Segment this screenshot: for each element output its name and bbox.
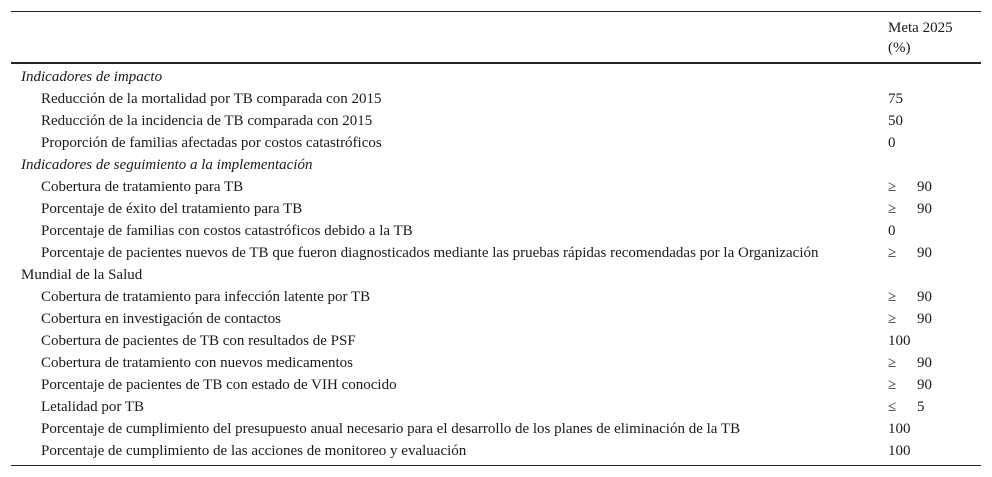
goal-value-cell [888, 220, 896, 242]
section-heading [11, 66, 981, 88]
goal-value: 75 [888, 91, 903, 107]
goal-value: 90 [917, 245, 932, 261]
comparison-operator: ≥ [888, 311, 897, 327]
goal-value-cell [888, 88, 903, 110]
section-heading [11, 154, 981, 176]
table-row [11, 286, 981, 308]
table-row [11, 308, 981, 330]
comparison-operator: ≤ [888, 399, 897, 415]
table-row [11, 418, 981, 440]
indicator-label: Porcentaje de cumplimiento del presupuesto anual necesario para el desarrollo de los planes de eliminación de la TB [41, 421, 741, 437]
table-row [11, 374, 981, 396]
section-title: Indicadores de seguimiento a la implementación [21, 157, 313, 173]
goal-value-cell [888, 110, 903, 132]
table-row [11, 220, 981, 242]
goal-value-cell [888, 418, 911, 440]
table-body [11, 64, 981, 466]
section-title: Indicadores de impacto [21, 69, 163, 85]
goal-value-cell [888, 308, 932, 330]
goal-value: 50 [888, 113, 903, 129]
goal-value: 90 [917, 201, 932, 217]
indicator-label: Cobertura en investigación de contactos [41, 311, 281, 327]
comparison-operator: ≥ [888, 355, 897, 371]
goal-value-cell [888, 374, 932, 396]
goal-value: 90 [917, 377, 932, 393]
goal-value: 5 [917, 399, 925, 415]
comparison-operator: ≥ [888, 289, 897, 305]
goal-value-cell [888, 198, 932, 220]
table-row [11, 88, 981, 110]
goal-value: 90 [917, 289, 932, 305]
goal-value-cell [888, 330, 911, 352]
goal-value: 90 [917, 311, 932, 327]
goal-value-cell [888, 440, 911, 462]
table-header [11, 12, 981, 64]
goal-value: 90 [917, 179, 932, 195]
table-row [11, 242, 981, 286]
header-goal-column [888, 18, 953, 58]
table-row [11, 352, 981, 374]
indicator-label: Cobertura de pacientes de TB con resultados de PSF [41, 333, 356, 349]
comparison-operator: ≥ [888, 245, 897, 261]
goal-value: 100 [888, 421, 911, 437]
goal-value: 0 [888, 135, 896, 151]
table-row [11, 132, 981, 154]
indicator-label: Porcentaje de pacientes nuevos de TB que fueron diagnosticados mediante las pruebas rápidas recomendadas por la Organización Mundial de la Salud [21, 245, 819, 283]
indicator-label: Cobertura de tratamiento con nuevos medicamentos [41, 355, 353, 371]
indicator-label: Porcentaje de pacientes de TB con estado de VIH conocido [41, 377, 397, 393]
comparison-operator: ≥ [888, 201, 897, 217]
goal-value-cell [888, 242, 932, 264]
table-row [11, 176, 981, 198]
indicator-label: Porcentaje de familias con costos catastróficos debido a la TB [41, 223, 413, 239]
table-row [11, 396, 981, 418]
goal-value-cell [888, 352, 932, 374]
table-row [11, 110, 981, 132]
goal-value-cell [888, 132, 896, 154]
comparison-operator: ≥ [888, 179, 897, 195]
header-goal-unit: (%) [888, 40, 911, 56]
indicator-label: Reducción de la incidencia de TB comparada con 2015 [41, 113, 373, 129]
comparison-operator: ≥ [888, 377, 897, 393]
goal-value: 100 [888, 333, 911, 349]
indicator-label: Cobertura de tratamiento para infección latente por TB [41, 289, 371, 305]
indicator-label: Proporción de familias afectadas por costos catastróficos [41, 135, 382, 151]
goal-value: 0 [888, 223, 896, 239]
table-row [11, 330, 981, 352]
table-row [11, 440, 981, 462]
indicator-label: Porcentaje de cumplimiento de las acciones de monitoreo y evaluación [41, 443, 467, 459]
indicator-label: Reducción de la mortalidad por TB comparada con 2015 [41, 91, 382, 107]
goal-value-cell [888, 176, 932, 198]
goal-value-cell [888, 396, 925, 418]
indicator-label: Letalidad por TB [41, 399, 145, 415]
table-row [11, 198, 981, 220]
indicator-label: Porcentaje de éxito del tratamiento para TB [41, 201, 303, 217]
goal-value: 90 [917, 355, 932, 371]
indicators-table [11, 11, 981, 466]
goal-value: 100 [888, 443, 911, 459]
indicator-label: Cobertura de tratamiento para TB [41, 179, 244, 195]
goal-value-cell [888, 286, 932, 308]
header-goal-title: Meta 2025 [888, 20, 953, 36]
